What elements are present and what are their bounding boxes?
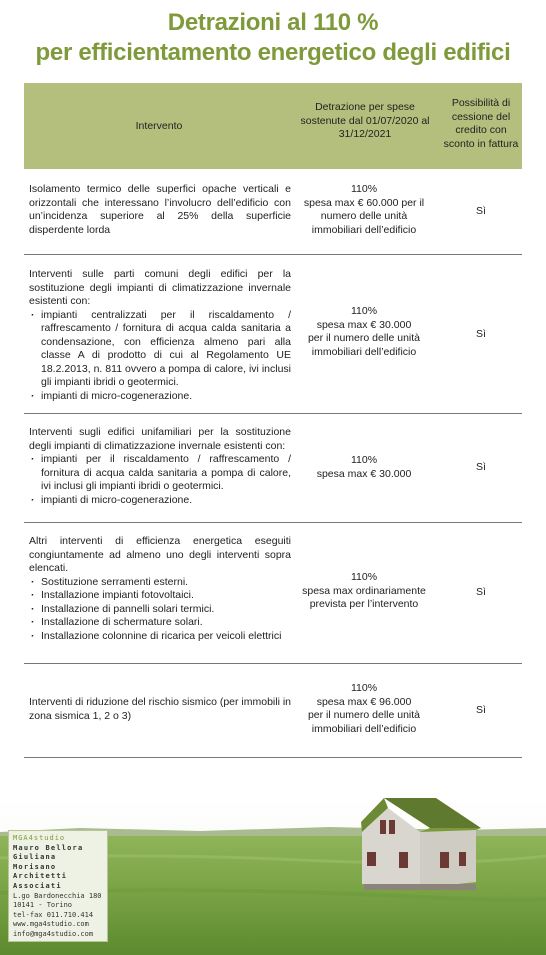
phone-number: tel-fax 011.710.414: [13, 910, 94, 919]
row-intervento: Isolamento termico delle superfici opache verticali e orizzontali che interessano l’involucro dell’edificio con un’incidenza superiore al 25% della superficie disperdente lorda: [29, 183, 291, 236]
studio-brand: MGA4studio: [13, 834, 66, 842]
card-line-architetti: Architetti: [13, 872, 68, 881]
table-row: [24, 664, 522, 758]
table-row: [24, 169, 522, 255]
header-detrazione: Detrazione per spese sostenute dal 01/07/2020 al 31/12/2021: [300, 101, 430, 140]
row-detrazione: 110% spesa max € 30.000 per il numero delle unità immobiliari dell’edificio: [307, 305, 421, 358]
row-detrazione: 110% spesa max ordinariamente prevista per l’intervento: [302, 571, 426, 610]
architect-name-1: Mauro Bellora: [13, 843, 84, 852]
table-header: [24, 83, 522, 169]
row-detrazione: 110% spesa max € 96.000 per il numero delle unità immobiliari dell’edificio: [307, 682, 421, 735]
list-item: · Installazione impianti fotovoltaici.: [29, 589, 291, 603]
row-detrazione: 110% spesa max € 60.000 per il numero delle unità immobiliari dell’edificio: [303, 183, 425, 236]
header-intervento: Intervento: [135, 120, 183, 132]
row-intervento: Interventi di riduzione del rischio sismico (per immobili in zona sismica 1, 2 o 3): [29, 696, 292, 722]
row-cessione: Sì: [476, 461, 486, 473]
list-item: · impianti di micro-cogenerazione.: [29, 390, 291, 404]
row-cessione: Sì: [476, 586, 486, 598]
studio-contact-card: [8, 830, 108, 942]
row-cessione: Sì: [476, 328, 486, 340]
card-line-associati: Associati: [13, 881, 62, 890]
table-row: [24, 414, 522, 523]
list-item: · Installazione colonnine di ricarica per veicoli elettrici: [29, 630, 291, 644]
header-cessione: Possibilità di cessione del credito con sconto in fattura: [443, 97, 519, 150]
row-intervento: Interventi sulle parti comuni degli edifici per la sostituzione degli impianti di climatizzazione invernale esistenti con: · impianti centralizzati per il riscaldamento / raffrescamento / fornitura di acqua calda sanitaria a condensazione, con efficienza almeno pari alla classe A di prodotto di cui al Regolamento UE 18.2.2013, n. 811 ovvero a pompa di calore, ivi inclusi gli impianti ibridi o geotermici. · impianti di micro-cogenerazione.: [29, 268, 291, 403]
list-item: · Sostituzione serramenti esterni.: [29, 576, 291, 590]
list-item: · impianti per il riscaldamento / raffrescamento / fornitura di acqua calda sanitaria a pompa di calore, ivi inclusi gli impianti ibridi o geotermici.: [29, 453, 291, 494]
row-bullet-list: [29, 576, 291, 644]
row-cessione: Sì: [476, 205, 486, 217]
row-intervento: Altri interventi di efficienza energetica eseguiti congiuntamente ad almeno uno degli interventi sopra elencati. · Sostituzione serramenti esterni. · Installazione impianti fotovoltaici. · Installazione di pannelli solari termici. · Installazione di schermature solari. · Installazione colonnine di ricarica per veicoli elettrici: [29, 535, 291, 643]
table-row: [24, 255, 522, 414]
architect-name-2: Giuliana Morisano: [13, 853, 57, 871]
title-line-1: Detrazioni al 110 %: [167, 9, 379, 36]
row-cessione: Sì: [476, 704, 486, 716]
list-item: · Installazione di pannelli solari termici.: [29, 603, 291, 617]
table-row: [24, 523, 522, 664]
title-line-2: per efficientamento energetico degli edifici: [35, 39, 511, 66]
email-link[interactable]: info@mga4studio.com: [13, 929, 94, 938]
website-link[interactable]: www.mga4studio.com: [13, 920, 89, 929]
page-title: [0, 8, 546, 68]
address-street: L.go Bardonecchia 180: [13, 891, 102, 900]
address-city: 10141 - Torino: [13, 901, 73, 910]
row-intervento: Interventi sugli edifici unifamiliari per la sostituzione degli impianti di climatizzazione invernale esistenti con: · impianti per il riscaldamento / raffrescamento / fornitura di acqua calda sanitaria a pompa di calore, ivi inclusi gli impianti ibridi o geotermici. · impianti di micro-cogenerazione.: [29, 426, 291, 507]
row-bullet-list: [29, 309, 291, 404]
row-bullet-list: [29, 453, 291, 507]
row-detrazione: 110% spesa max € 30.000: [316, 454, 412, 480]
list-item: · impianti di micro-cogenerazione.: [29, 494, 291, 508]
list-item: · Installazione di schermature solari.: [29, 616, 291, 630]
list-item: · impianti centralizzati per il riscaldamento / raffrescamento / fornitura di acqua calda sanitaria a condensazione, con efficienza almeno pari alla classe A di prodotto di cui al Regolamento UE 18.2.2013, n. 811 ovvero a pompa di calore, ivi inclusi gli impianti ibridi o geotermici.: [29, 309, 291, 390]
